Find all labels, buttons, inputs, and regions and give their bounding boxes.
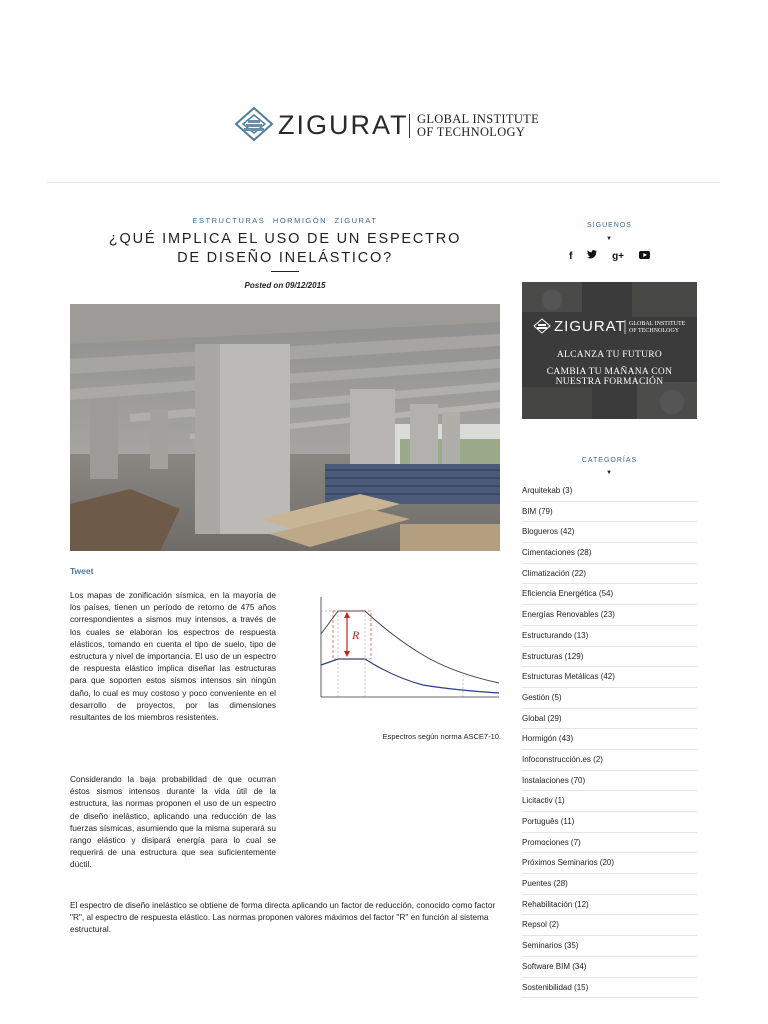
post-title-line2: DE DISEÑO INELÁSTICO? <box>177 250 393 266</box>
paragraph: Considerando la baja probabilidad de que ocurran éstos sismos intensos durante la vida útil de la estructura, las normas proponen el uso de un espectro de diseño inelástico, aplicando una reducción de las fuerzas sísmicas, asumiendo que la misma superará su rango elástico y disipará energía para lo cual se requerirá de una estructura que sea suficientemente dúctil. <box>70 774 276 870</box>
category-item[interactable]: Climatización (22) <box>522 564 697 585</box>
site-logo[interactable] <box>234 106 554 146</box>
header-divider <box>47 182 720 183</box>
category-item[interactable]: Sostenibilidad (15) <box>522 978 697 999</box>
google-plus-icon[interactable]: g+ <box>612 251 625 262</box>
categories-heading: CATEGORÍAS <box>581 457 638 464</box>
brand-name: ZIGURAT <box>278 110 409 140</box>
title-underline <box>271 271 299 272</box>
category-item[interactable]: Próximos Seminarios (20) <box>522 853 697 874</box>
banner-tagline <box>522 350 697 388</box>
category-item[interactable]: Rehabilitación (12) <box>522 895 697 916</box>
category-item[interactable]: Blogueros (42) <box>522 522 697 543</box>
follow-heading: SÍGUENOS <box>587 222 632 229</box>
banner-subtitle <box>629 321 685 335</box>
figure-caption: Espectros según norma ASCE7-10. <box>382 732 501 741</box>
spectrum-figure <box>303 589 501 711</box>
post-title-line1: ¿QUÉ IMPLICA EL USO DE UN ESPECTRO <box>108 231 462 247</box>
category-item[interactable]: Promociones (7) <box>522 833 697 854</box>
category-item[interactable]: Português (11) <box>522 812 697 833</box>
category-item[interactable]: Arquitekab (3) <box>522 481 697 502</box>
category-item[interactable]: Global (29) <box>522 709 697 730</box>
category-item[interactable]: Energías Renovables (23) <box>522 605 697 626</box>
category-list <box>522 481 697 998</box>
category-item[interactable]: Seminarios (35) <box>522 936 697 957</box>
category-item[interactable]: Puentes (28) <box>522 874 697 895</box>
banner-subtitle-line2: OF TECHNOLOGY <box>629 328 680 334</box>
youtube-icon[interactable] <box>639 251 650 262</box>
banner-tagline-line2: CAMBIA TU MAÑANA CON <box>546 366 673 377</box>
zigurat-logo-icon <box>234 106 274 146</box>
category-item[interactable]: Repsol (2) <box>522 915 697 936</box>
post-title <box>70 230 500 268</box>
category-item[interactable]: Hormigón (43) <box>522 729 697 750</box>
category-item[interactable]: Infoconstrucción.es (2) <box>522 750 697 771</box>
brand-subtitle <box>417 113 539 139</box>
category-item[interactable]: Instalaciones (70) <box>522 771 697 792</box>
banner-tagline-line1: ALCANZA TU FUTURO <box>556 350 663 360</box>
category-item[interactable]: Eficiencia Energética (54) <box>522 584 697 605</box>
category-item[interactable]: BIM (79) <box>522 502 697 523</box>
tweet-button[interactable]: Tweet <box>70 566 94 576</box>
category-link[interactable]: ZIGURAT <box>334 216 378 225</box>
brand-subtitle-line2: OF TECHNOLOGY <box>417 125 526 139</box>
category-item[interactable]: Licitactiv (1) <box>522 791 697 812</box>
twitter-icon[interactable] <box>587 250 597 262</box>
promo-banner[interactable] <box>522 282 697 419</box>
paragraph: Los mapas de zonificación sísmica, en la mayoría de los países, tienen un período de retorno de 475 años correspondientes a sismos muy intensos, a través de los cuales se elaboran los espectros de respuesta elásticos, tomando en cuenta el tipo de suelo, tipo de estructura y nivel de importancia. El uso de un espectro de respuesta elástico implica diseñar las estructuras para que soporten estos sismos intensos sin ningún daño, lo cual es muy costoso y poco conveniente en el desarrollo de proyectos, por las dimensiones resultantes de los miembros resistentes. <box>70 590 276 723</box>
paragraph: El espectro de diseño inelástico se obtiene de forma directa aplicando un factor de reducción, conocido como factor "R", al espectro de respuesta elástico. Las normas proponen valores máximos del factor "R" en función al sistema estructural. <box>70 900 496 935</box>
spectrum-chart-image <box>303 589 501 711</box>
category-item[interactable]: Estructuras (129) <box>522 647 697 668</box>
category-link[interactable]: HORMIGÓN <box>272 216 327 225</box>
category-item[interactable]: Software BIM (34) <box>522 957 697 978</box>
category-item[interactable]: Estructuras Metálicas (42) <box>522 667 697 688</box>
banner-brand: ZIGURAT <box>554 318 626 335</box>
post-date: Posted on 09/12/2015 <box>244 281 326 290</box>
facebook-icon[interactable]: f <box>569 251 573 262</box>
social-links <box>522 250 697 262</box>
figure-r-label: R <box>352 628 360 642</box>
construction-photo-image <box>70 304 500 551</box>
caret-down-icon: ▼ <box>606 470 612 476</box>
caret-down-icon: ▼ <box>606 236 612 242</box>
category-link[interactable]: ESTRUCTURAS <box>192 216 266 225</box>
category-item[interactable]: Gestión (5) <box>522 688 697 709</box>
category-item[interactable]: Estructurando (13) <box>522 626 697 647</box>
post-photo <box>70 304 500 551</box>
brand-subtitle-line1: GLOBAL INSTITUTE <box>417 112 540 126</box>
banner-subtitle-line1: GLOBAL INSTITUTE <box>629 321 686 327</box>
post-categories <box>70 216 500 225</box>
banner-tagline-line3: NUESTRA FORMACIÓN <box>555 377 664 387</box>
category-item[interactable]: Cimentaciones (28) <box>522 543 697 564</box>
logo-divider <box>409 114 410 138</box>
